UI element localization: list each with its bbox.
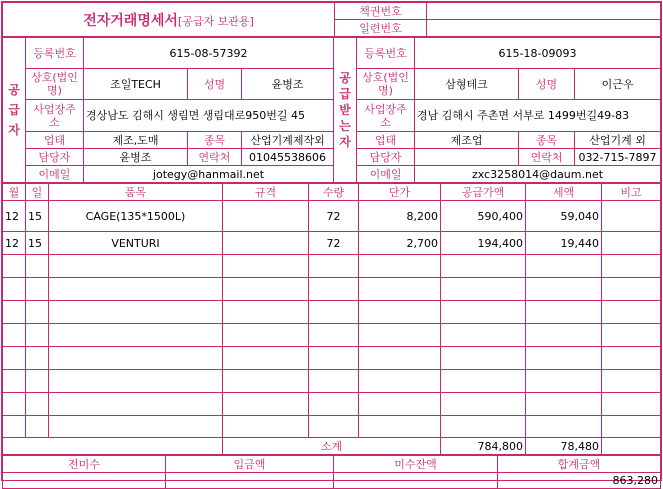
supplier-addr: 경상남도 김해시 생림면 생림대로950번길 45	[84, 100, 334, 132]
item-note	[602, 232, 661, 255]
supplier-email-label: 이메일	[26, 166, 84, 183]
buyer-item-label: 종목	[519, 132, 575, 149]
buyer-contact	[415, 149, 519, 166]
subtotal-row	[3, 438, 661, 455]
item-tax: 59,040	[526, 201, 602, 232]
subtotal-tax: 78,480	[526, 438, 602, 455]
item-name: VENTURI	[49, 232, 223, 255]
book-no-label: 책권번호	[335, 3, 427, 20]
item-price: 8,200	[359, 201, 441, 232]
empty-row	[3, 347, 661, 370]
buyer-addr-label: 사업장주소	[357, 100, 415, 132]
supplier-rep: 윤병조	[242, 69, 334, 100]
supplier-side-label: 공 급 자	[3, 38, 26, 183]
col-month: 월	[3, 184, 26, 201]
buyer-type: 제조업	[415, 132, 519, 149]
items-header-row	[3, 184, 661, 201]
buyer-name-label: 상호(법인명)	[357, 69, 415, 100]
buyer-email: zxc3258014@daum.net	[415, 166, 661, 183]
total-label: 합계금액	[498, 456, 661, 473]
supplier-type-label: 업태	[26, 132, 84, 149]
supplier-reg-label: 등록번호	[26, 38, 84, 69]
empty-row	[3, 416, 661, 438]
item-tax: 19,440	[526, 232, 602, 255]
header-table	[2, 2, 661, 37]
supplier-item: 산업기계제작외	[242, 132, 334, 149]
col-qty: 수량	[309, 184, 359, 201]
balance-label: 미수잔액	[334, 456, 498, 473]
supplier-addr-label: 사업장주소	[26, 100, 84, 132]
supplier-contact-label: 담당자	[26, 149, 84, 166]
item-month: 12	[3, 232, 26, 255]
received-label: 입금액	[166, 456, 334, 473]
buyer-reg-no: 615-18-09093	[415, 38, 661, 69]
buyer-phone: 032-715-7897	[575, 149, 661, 166]
item-name: CAGE(135*1500L)	[49, 201, 223, 232]
item-day: 15	[26, 232, 49, 255]
received-value	[166, 473, 334, 489]
col-name: 품목	[49, 184, 223, 201]
item-supply: 194,400	[441, 232, 526, 255]
empty-row	[3, 324, 661, 347]
party-table	[2, 37, 661, 183]
title-text: 전자거래명세서	[83, 12, 178, 29]
buyer-rep: 이근우	[575, 69, 661, 100]
supplier-rep-label: 성명	[188, 69, 242, 100]
total-value: 863,280	[498, 473, 661, 489]
buyer-email-label: 이메일	[357, 166, 415, 183]
buyer-rep-label: 성명	[519, 69, 575, 100]
supplier-name: 조일TECH	[84, 69, 188, 100]
supplier-name-label: 상호(법인명)	[26, 69, 84, 100]
supplier-phone-label: 연락처	[188, 149, 242, 166]
item-qty: 72	[309, 201, 359, 232]
supplier-item-label: 종목	[188, 132, 242, 149]
buyer-reg-label: 등록번호	[357, 38, 415, 69]
buyer-name: 삼형테크	[415, 69, 519, 100]
supplier-email: jotegy@hanmail.net	[84, 166, 334, 183]
col-note: 비고	[602, 184, 661, 201]
title-subtitle: [공급자 보관용]	[177, 14, 254, 28]
prev-unpaid-label: 전미수	[3, 456, 166, 473]
item-qty: 72	[309, 232, 359, 255]
serial-no-label: 일련번호	[335, 20, 427, 37]
item-spec	[223, 232, 309, 255]
col-supply: 공급가액	[441, 184, 526, 201]
transaction-statement	[1, 1, 662, 487]
supplier-type: 제조,도매	[84, 132, 188, 149]
empty-row	[3, 278, 661, 301]
supplier-phone: 01045538606	[242, 149, 334, 166]
prev-unpaid-value	[3, 473, 166, 489]
buyer-contact-label: 담당자	[357, 149, 415, 166]
col-price: 단가	[359, 184, 441, 201]
subtotal-supply: 784,800	[441, 438, 526, 455]
empty-row	[3, 255, 661, 278]
table-row	[3, 201, 661, 232]
supplier-reg-no: 615-08-57392	[84, 38, 334, 69]
empty-row	[3, 301, 661, 324]
col-tax: 세액	[526, 184, 602, 201]
items-table	[2, 183, 661, 455]
empty-row	[3, 393, 661, 416]
buyer-phone-label: 연락처	[519, 149, 575, 166]
item-spec	[223, 201, 309, 232]
item-day: 15	[26, 201, 49, 232]
buyer-type-label: 업태	[357, 132, 415, 149]
item-price: 2,700	[359, 232, 441, 255]
table-row	[3, 232, 661, 255]
item-note	[602, 201, 661, 232]
buyer-item: 산업기계 외	[575, 132, 661, 149]
buyer-side-label: 공 급 받 는 자	[334, 38, 357, 183]
item-supply: 590,400	[441, 201, 526, 232]
item-month: 12	[3, 201, 26, 232]
empty-row	[3, 370, 661, 393]
col-spec: 규격	[223, 184, 309, 201]
supplier-contact: 윤병조	[84, 149, 188, 166]
buyer-addr: 경남 김해시 주촌면 서부로 1499번길49-83	[415, 100, 661, 132]
subtotal-label: 소계	[223, 438, 441, 455]
book-no-value	[427, 3, 661, 20]
col-day: 일	[26, 184, 49, 201]
document-title	[3, 3, 335, 37]
balance-value	[334, 473, 498, 489]
serial-no-value	[427, 20, 661, 37]
